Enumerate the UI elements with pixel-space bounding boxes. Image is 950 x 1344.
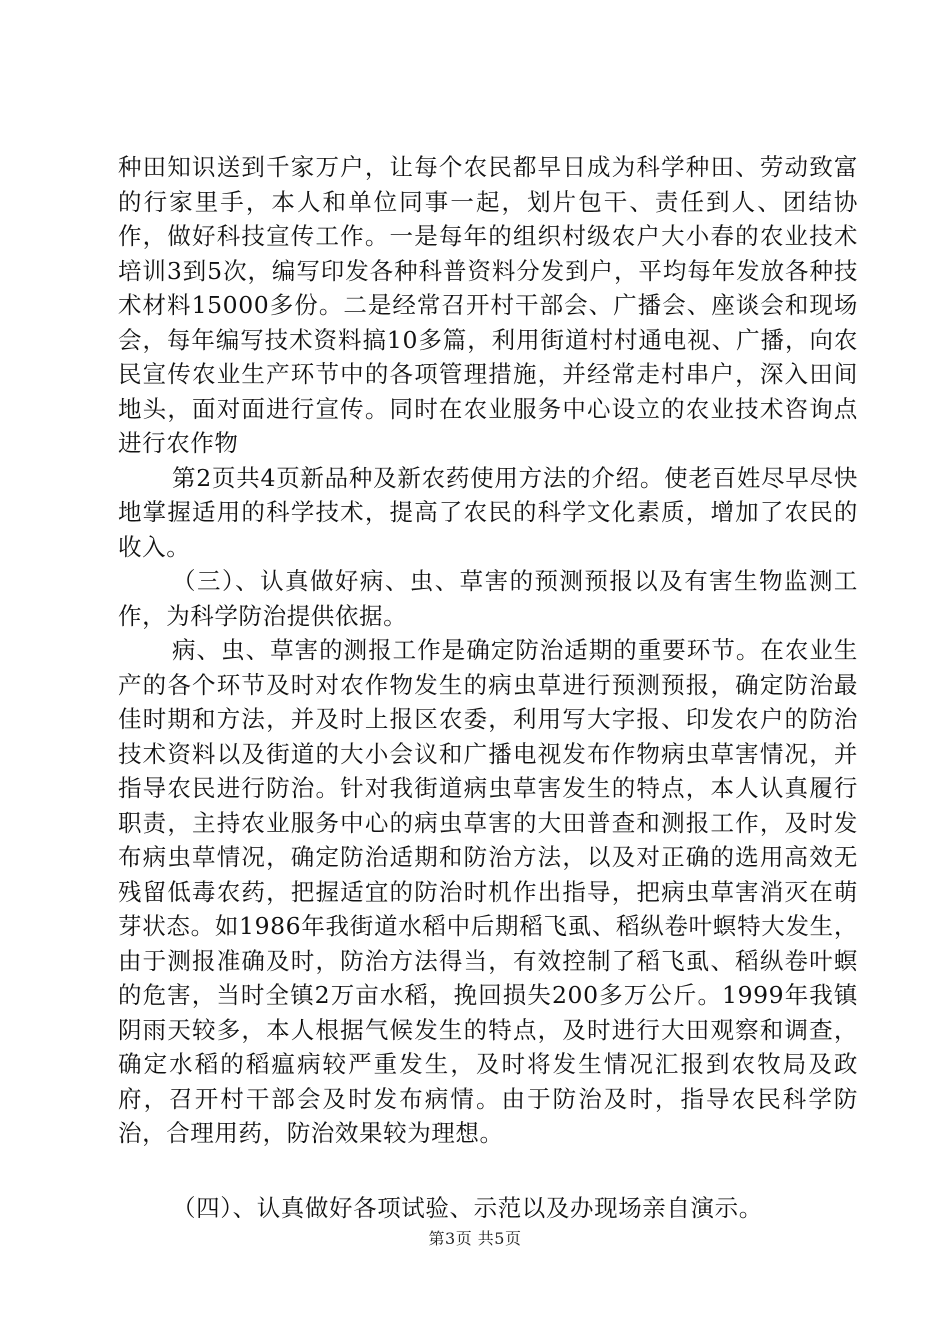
document-body — [118, 150, 858, 1225]
paragraph-continued-text: 种田知识送到千家万户，让每个农民都早日成为科学种田、劳动致富的行家里手，本人和单位同事一起，划片包干、责任到人、团结协作，做好科技宣传工作。一是每年的组织村级农户大小春的农业技术培训3到5次，编写印发各种科普资料分发到户，平均每年发放各种技术材料15000多份。二是经常召开村干部会、广播会、座谈会和现场会，每年编写技术资料搞10多篇，利用街道村村通电视、广播，向农民宣传农业生产环节中的各项管理措施，并经常走村串户，深入田间地头，面对面进行宣传。同时在农业服务中心设立的农业技术咨询点进行农作物 — [118, 153, 858, 457]
page-footer: 第3页 共5页 — [428, 1229, 522, 1248]
paragraph-page-break-text: 第2页共4页新品种及新农药使用方法的介绍。使老百姓尽早尽快地掌握适用的科学技术，提高了农民的科学文化素质，增加了农民的收入。 — [118, 463, 858, 561]
section-heading-3: （三）、认真做好病、虫、草害的预测预报以及有害生物监测工作，为科学防治提供依据。 — [118, 567, 858, 630]
section-heading-4: （四）、认真做好各项试验、示范以及办现场亲自演示。 — [172, 1193, 763, 1222]
paragraph-pest-forecast: 病、虫、草害的测报工作是确定防治适期的重要环节。在农业生产的各个环节及时对农作物发生的病虫草进行预测预报，确定防治最佳时期和方法，并及时上报区农委，利用写大字报、印发农户的防治技术资料以及街道的大小会议和广播电视发布作物病虫草害情况，并指导农民进行防治。针对我街道病虫草害发生的特点，本人认真履行职责，主持农业服务中心的病虫草害的大田普查和测报工作，及时发布病虫草情况，确定防治适期和防治方法，以及对正确的选用高效无残留低毒农药，把握适宜的防治时机作出指导，把病虫草害消灭在萌芽状态。如1986年我街道水稻中后期稻飞虱、稻纵卷叶螟特大发生，由于测报准确及时，防治方法得当，有效控制了稻飞虱、稻纵卷叶螟的危害，当时全镇2万亩水稻，挽回损失200多万公斤。1999年我镇阴雨天较多，本人根据气候发生的特点，及时进行大田观察和调查，确定水稻的稻瘟病较严重发生，及时将发生情况汇报到农牧局及政府，召开村干部会及时发布病情。由于防治及时，指导农民科学防治，合理用药，防治效果较为理想。 — [118, 636, 858, 1147]
